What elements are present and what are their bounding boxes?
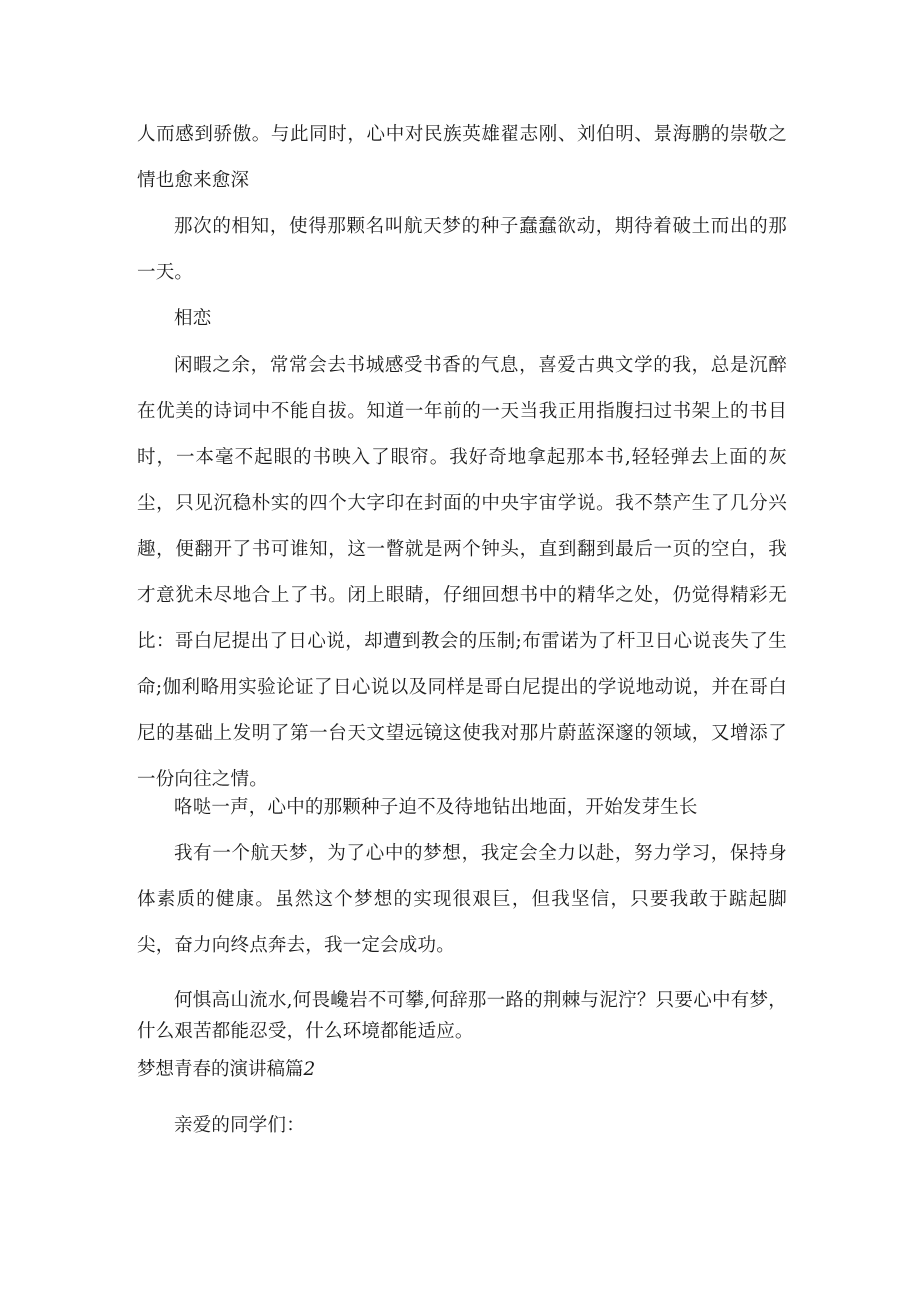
subheading-xianglian: 相恋 bbox=[174, 308, 212, 329]
section-heading bbox=[137, 1054, 315, 1085]
paragraph-heroes: 人而感到骄傲。与此同时，心中对民族英雄翟志刚、刘伯明、景海鹏的崇敬之情也愈来愈深 bbox=[137, 124, 787, 191]
paragraph-seed: 那次的相知，使得那颗名叫航天梦的种子蠢蠢欲动，期待着破土而出的那一天。 bbox=[137, 216, 787, 283]
paragraph-dream: 我有一个航天梦，为了心中的梦想，我定会全力以赴，努力学习，保持身体素质的健康。虽然这个梦想的实现很艰巨，但我坚信，只要我敢于踮起脚尖，奋力向终点奔去，我一定会成功。 bbox=[137, 843, 787, 956]
section-heading-text: 梦想青春的演讲稿篇 bbox=[137, 1059, 304, 1080]
paragraph-sprout: 咯哒一声，心中的那颗种子迫不及待地钻出地面，开始发芽生长 bbox=[174, 797, 698, 818]
section-heading-number: 2 bbox=[303, 1059, 316, 1080]
paragraph-fearless: 何惧高山流水,何畏巉岩不可攀,何辞那一路的荆棘与泥泞？只要心中有梦，什么艰苦都能忍受，什么环境都能适应。 bbox=[137, 990, 787, 1042]
salutation: 亲爱的同学们： bbox=[174, 1115, 305, 1136]
paragraph-book: 闲暇之余，常常会去书城感受书香的气息，喜爱古典文学的我，总是沉醉在优美的诗词中不能自拔。知道一年前的一天当我正用指腹扫过书架上的书目时，一本毫不起眼的书映入了眼帘。我好奇地拿起那本书,轻轻弹去上面的灰尘，只见沉稳朴实的四个大字印在封面的中央宇宙学说。我不禁产生了几分兴趣，便翻开了书可谁知，这一瞥就是两个钟头，直到翻到最后一页的空白，我才意犹未尽地合上了书。闭上眼睛，仔细回想书中的精华之处，仍觉得精彩无比：哥白尼提出了日心说，却遭到教会的压制;布雷诺为了杆卫日心说丧失了生命;伽利略用实验论证了日心说以及同样是哥白尼提出的学说地动说，并在哥白尼的基础上发明了第一台天文望远镜这使我对那片蔚蓝深邃的领域，又增添了一份向往之情。 bbox=[137, 355, 787, 790]
